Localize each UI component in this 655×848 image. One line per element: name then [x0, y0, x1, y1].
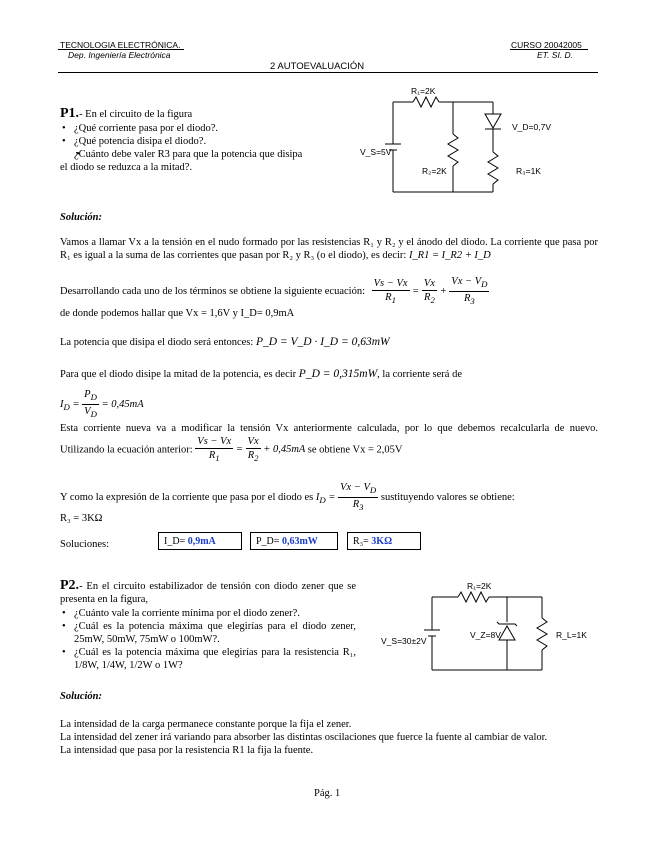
- p2-vs-label: V_S=30±2V: [381, 636, 427, 646]
- p1-solution-box-power: [250, 532, 338, 550]
- p1-paragraph-4: [60, 336, 390, 349]
- p1-vd-label: V_D=0,7V: [512, 122, 551, 132]
- p2-question: [60, 579, 356, 672]
- p1-solutions-label: Soluciones:: [60, 539, 109, 550]
- p2-q1: • ¿Cuánto vale la corriente mínima por el diodo zener?.: [60, 607, 356, 620]
- p1-paragraph-1-text: Vamos a llamar Vx a la tensión en el nudo formado por las resistencias R₁ y R₂ y el ánodo del diodo. La corriente que pasa por R₁ es igual a la suma de las corrientes que pasan por R₂ y R₃ (o el diodo), es decir:: [60, 237, 598, 261]
- p2-vz-label: V_Z=8V: [470, 630, 501, 640]
- header-left-title: TECNOLOGIA ELECTRÓNICA.: [60, 40, 181, 50]
- header-right-subtitle: ET. SI. D.: [537, 50, 574, 60]
- p1-paragraph-1: [60, 236, 598, 262]
- p2-solution-text: [60, 718, 598, 757]
- page-number: Pág. 1: [314, 788, 341, 799]
- header-rule: [58, 72, 598, 73]
- p1-r3-label: R₃=1K: [516, 166, 541, 176]
- p2-intro: - En el circuito estabilizador de tensión con diodo zener que se presenta en la figura,: [60, 581, 356, 605]
- p1-r3-result: R₃ = 3KΩ: [60, 513, 103, 524]
- p1-label: P1.: [60, 106, 80, 121]
- p1-paragraph-6-text: Esta corriente nueva va a modificar la tensión Vx anteriormente calculada, por lo que debemos recalcularla de nuevo. Utilizando la ecuación anterior:: [60, 423, 598, 456]
- p1-paragraph-2: [60, 275, 598, 308]
- p1-solution-title: Solución:: [60, 212, 103, 223]
- p2-rl-label: R_L=1K: [556, 630, 587, 640]
- p1-current-value: = 0,45mA: [101, 399, 144, 410]
- header-left-underline: [58, 49, 184, 50]
- p1-paragraph-5b: , la corriente será de: [377, 369, 462, 380]
- p1-question: [60, 107, 310, 174]
- p1-paragraph-7a: Y como la expresión de la corriente que pasa por el diodo es: [60, 492, 314, 503]
- header-right-underline: [510, 49, 588, 50]
- p1-intro: - En el circuito de la figura: [79, 109, 193, 120]
- p1-sol1-value: 0,9mA: [187, 536, 216, 547]
- p1-q3: • ¿Cuánto debe valer R3 para que la potencia que disipa el diodo se reduzca a la mitad?.: [60, 148, 310, 174]
- p2-solution-title: Solución:: [60, 691, 103, 702]
- p1-paragraph-7: [60, 481, 515, 514]
- p1-r2-label: R₂=2K: [422, 166, 447, 176]
- p1-vs-label: V_S=5V: [360, 147, 392, 157]
- p1-recalc-equation: $\frac{Vs - Vx}{R_1}$ = $\frac{Vx}{R_2}$ + 0,45mA: [197, 436, 308, 464]
- p1-diode-current-equation: $I_D$ = $\frac{Vx - V_D}{R_3}$: [315, 482, 377, 513]
- p1-paragraph-5: [60, 368, 598, 381]
- p1-sol2-value: 0,63mW: [281, 536, 318, 547]
- p1-half-power-equation: P_D = 0,315mW: [298, 368, 378, 380]
- p2-solution-line-3: La intensidad que pasa por la resistencia R1 la fija la fuente.: [60, 745, 314, 756]
- p2-label: P2.: [60, 578, 80, 593]
- p1-sol3-value: 3KΩ: [371, 536, 393, 547]
- p1-sol1-label: I_D=: [164, 536, 186, 547]
- p1-paragraph-7b: sustituyendo valores se obtiene:: [380, 492, 515, 503]
- p1-sol2-label: P_D=: [256, 536, 280, 547]
- p2-solution-line-1: La intensidad de la carga permanece constante porque la fija el zener.: [60, 719, 352, 730]
- p1-node-equation: $\frac{Vs - Vx}{R_1}$ = $\frac{Vx}{R_2}$ + $\frac{Vx - V_D}{R_3}$: [373, 276, 488, 307]
- p1-paragraph-1-equation: I_R1 = I_R2 + I_D: [408, 250, 491, 261]
- p1-paragraph-6-end: se obtiene Vx = 2,05V: [307, 444, 403, 456]
- p1-q2: • ¿Qué potencia disipa el diodo?.: [60, 135, 310, 148]
- p1-power-equation: P_D = V_D · I_D = 0,63mW: [255, 336, 390, 348]
- p1-r1-label: R₁=2K: [411, 86, 436, 96]
- p1-paragraph-5a: Para que el diodo disipe la mitad de la potencia, es decir: [60, 369, 297, 380]
- p1-q1: • ¿Qué corriente pasa por el diodo?.: [60, 122, 310, 135]
- header-left-subtitle: Dep. Ingeniería Electrónica: [68, 50, 171, 60]
- p1-paragraph-2-text: Desarrollando cada uno de los términos se obtiene la siguiente ecuación:: [60, 286, 365, 297]
- p1-paragraph-3: de donde podemos hallar que Vx = 1,6V y I_D= 0,9mA: [60, 308, 295, 319]
- header-right-title: CURSO 20042005: [511, 40, 582, 50]
- section-title: 2 AUTOEVALUACIÓN: [270, 61, 365, 72]
- p1-solution-box-resistance: [347, 532, 421, 550]
- p2-q3: • ¿Cuál es la potencia máxima que elegirías para la resistencia R₁, 1/8W, 1/4W, 1/2W o 1W?: [60, 646, 356, 672]
- p1-paragraph-6: [60, 422, 598, 465]
- p1-sol3-label: R₃=: [353, 536, 369, 547]
- p2-solution-line-2: La intensidad del zener irá variando para absorber las distintas oscilaciones que fuerce la fuente al cambiar de valor.: [60, 732, 548, 743]
- p1-current-equation: $I_D$ = $\frac{P_D}{V_D}$ = 0,45mA: [60, 389, 144, 420]
- p1-paragraph-4-text: La potencia que disipa el diodo será entonces:: [60, 337, 254, 348]
- p1-circuit-diagram: [355, 82, 555, 202]
- p1-solution-box-current: [158, 532, 242, 550]
- p2-q2: • ¿Cuál es la potencia máxima que elegirías para el diodo zener, 25mW, 50mW, 75mW o 100mW?.: [60, 620, 356, 646]
- p2-r1-label: R₁=2K: [467, 581, 492, 591]
